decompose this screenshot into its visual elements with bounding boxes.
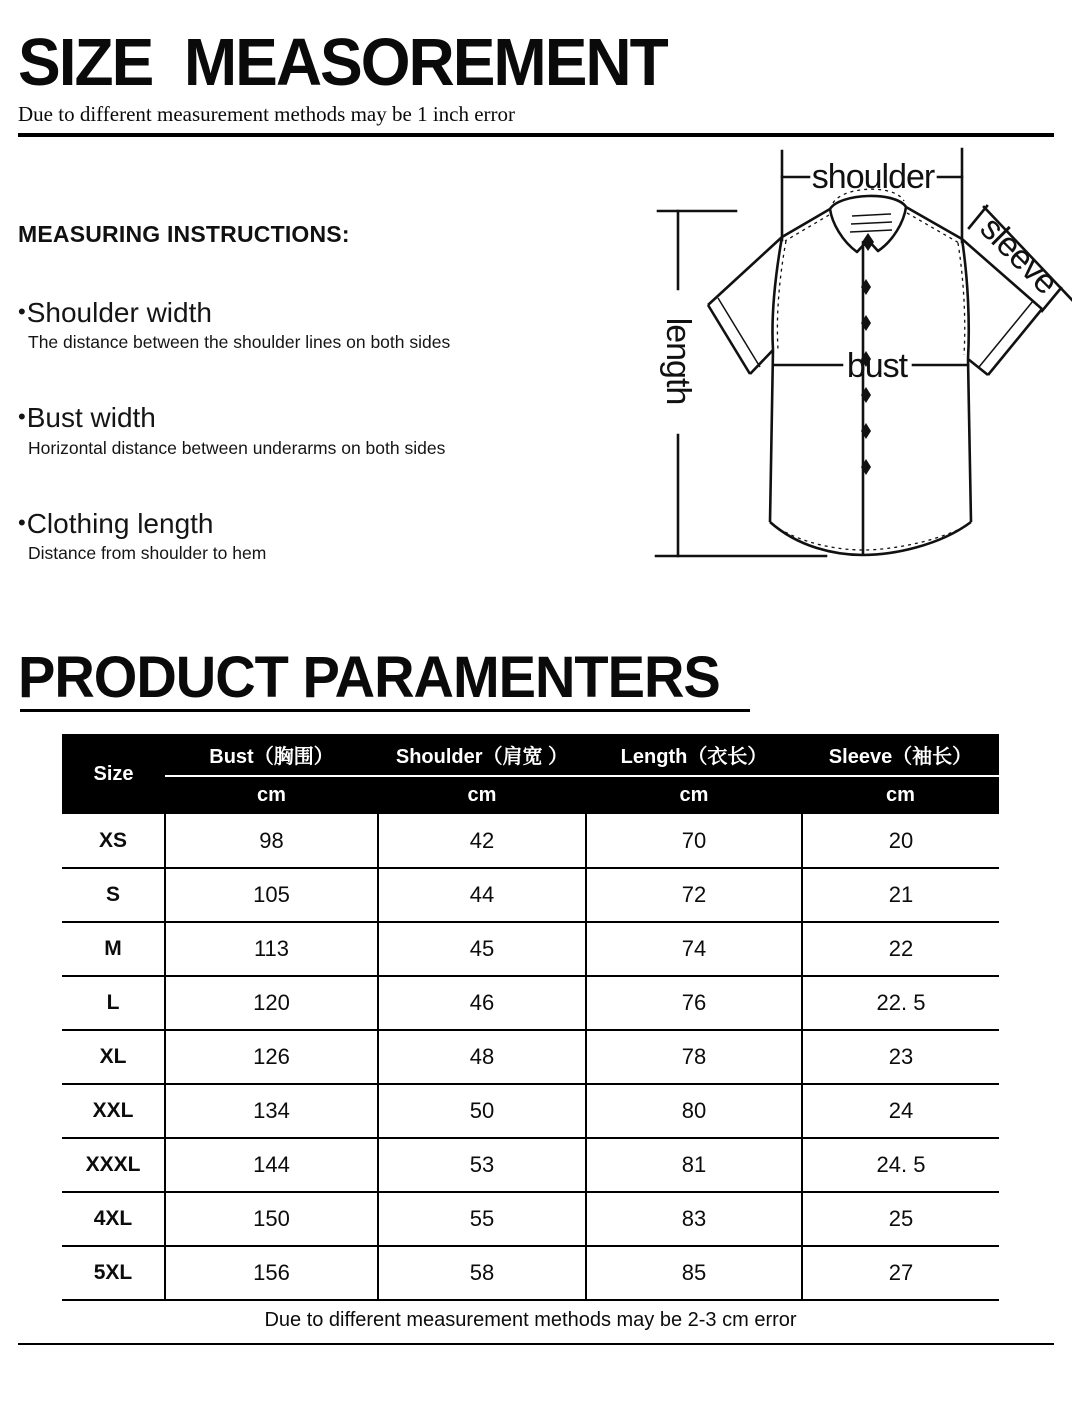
value-cell: 21 (802, 868, 999, 922)
column-header-length: Length（衣长） (586, 734, 802, 776)
measuring-section (18, 137, 1065, 642)
instruction-term (18, 508, 593, 540)
value-cell: 45 (378, 922, 586, 976)
bullet-icon: • (18, 404, 26, 430)
value-cell: 24 (802, 1084, 999, 1138)
size-table-body (62, 814, 999, 1300)
value-cell: 23 (802, 1030, 999, 1084)
value-cell: 22 (802, 922, 999, 976)
size-cell: S (62, 868, 165, 922)
table-row (62, 814, 999, 868)
size-cell: XS (62, 814, 165, 868)
shirt-measurement-diagram (630, 137, 1072, 609)
value-cell: 72 (586, 868, 802, 922)
value-cell: 98 (165, 814, 378, 868)
size-cell: XXL (62, 1084, 165, 1138)
value-cell: 83 (586, 1192, 802, 1246)
size-cell: M (62, 922, 165, 976)
column-header-sleeve: Sleeve（袖长） (802, 734, 999, 776)
value-cell: 22. 5 (802, 976, 999, 1030)
instruction-desc: The distance between the shoulder lines on both sides (28, 332, 451, 353)
table-row (62, 868, 999, 922)
instruction-term-text: Shoulder width (26, 297, 212, 329)
size-cell: L (62, 976, 165, 1030)
diagram-label-sleeve: sleeve (972, 209, 1065, 302)
instruction-term (18, 297, 593, 329)
value-cell: 126 (165, 1030, 378, 1084)
diagram-label-length: length (659, 317, 697, 405)
value-cell: 113 (165, 922, 378, 976)
value-cell: 76 (586, 976, 802, 1030)
measuring-instructions (18, 221, 593, 564)
parameters-heading: PRODUCT PARAMENTERS (18, 644, 720, 710)
value-cell: 81 (586, 1138, 802, 1192)
table-footnote: Due to different measurement methods may be 2-3 cm error (264, 1309, 797, 1332)
value-cell: 20 (802, 814, 999, 868)
unit-header-bust: cm (165, 776, 378, 814)
instruction-term-text: Clothing length (26, 507, 214, 539)
value-cell: 156 (165, 1246, 378, 1300)
value-cell: 58 (378, 1246, 586, 1300)
table-row (62, 1084, 999, 1138)
value-cell: 80 (586, 1084, 802, 1138)
table-row (62, 1030, 999, 1084)
size-cell: 4XL (62, 1192, 165, 1246)
value-cell: 42 (378, 814, 586, 868)
value-cell: 74 (586, 922, 802, 976)
value-cell: 70 (586, 814, 802, 868)
size-table-header (62, 734, 999, 814)
column-header-bust: Bust（胸围） (165, 734, 378, 776)
page-title: SIZE MEASOREMENT (18, 24, 667, 100)
value-cell: 24. 5 (802, 1138, 999, 1192)
size-cell: 5XL (62, 1246, 165, 1300)
column-header-shoulder: Shoulder（肩宽 ） (378, 734, 586, 776)
table-row (62, 976, 999, 1030)
value-cell: 120 (165, 976, 378, 1030)
table-row (62, 1192, 999, 1246)
value-cell: 134 (165, 1084, 378, 1138)
parameters-divider (20, 709, 750, 712)
value-cell: 50 (378, 1084, 586, 1138)
value-cell: 48 (378, 1030, 586, 1084)
instructions-heading: MEASURING INSTRUCTIONS: (18, 221, 350, 248)
value-cell: 53 (378, 1138, 586, 1192)
size-cell: XL (62, 1030, 165, 1084)
table-row (62, 1246, 999, 1300)
size-table (62, 734, 999, 1301)
value-cell: 105 (165, 868, 378, 922)
table-row (62, 922, 999, 976)
bullet-icon: • (18, 299, 26, 325)
unit-header-length: cm (586, 776, 802, 814)
value-cell: 55 (378, 1192, 586, 1246)
instruction-term-text: Bust width (26, 402, 156, 434)
instruction-item-length (18, 508, 593, 564)
value-cell: 150 (165, 1192, 378, 1246)
size-cell: XXXL (62, 1138, 165, 1192)
instruction-desc: Horizontal distance between underarms on both sides (28, 437, 446, 458)
column-header-size: Size (62, 734, 165, 814)
value-cell: 78 (586, 1030, 802, 1084)
unit-header-sleeve: cm (802, 776, 999, 814)
page-subtitle: Due to different measurement methods may be 1 inch error (18, 102, 516, 127)
diagram-label-bust: bust (846, 347, 908, 386)
table-row (62, 1138, 999, 1192)
instruction-term (18, 402, 593, 434)
bullet-icon: • (18, 509, 26, 535)
instruction-item-bust (18, 402, 593, 458)
unit-header-shoulder: cm (378, 776, 586, 814)
bottom-divider (18, 1343, 1054, 1345)
value-cell: 85 (586, 1246, 802, 1300)
shirt-diagram-svg (630, 137, 1072, 609)
value-cell: 27 (802, 1246, 999, 1300)
value-cell: 144 (165, 1138, 378, 1192)
instruction-item-shoulder (18, 297, 593, 353)
value-cell: 46 (378, 976, 586, 1030)
value-cell: 25 (802, 1192, 999, 1246)
instruction-desc: Distance from shoulder to hem (28, 542, 267, 563)
diagram-label-shoulder: shoulder (811, 158, 935, 197)
value-cell: 44 (378, 868, 586, 922)
